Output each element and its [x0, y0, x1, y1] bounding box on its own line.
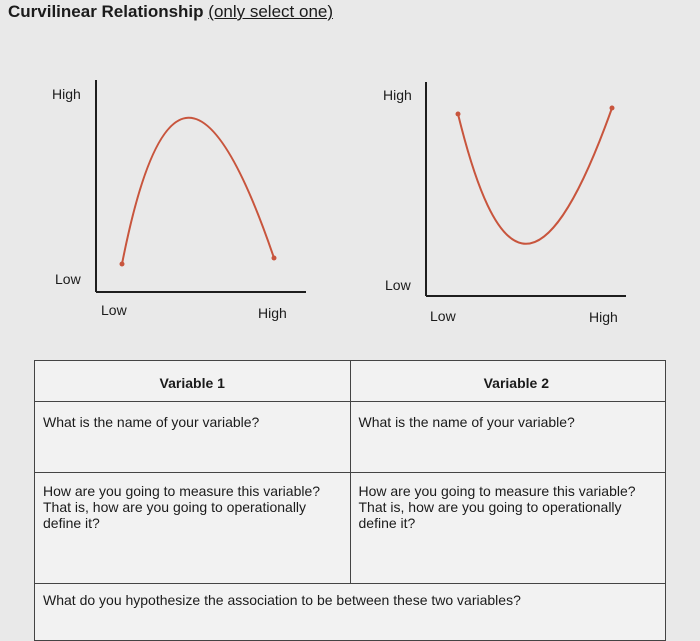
- right-curve-end-dot: [610, 106, 615, 111]
- variable-1-name-field[interactable]: What is the name of your variable?: [35, 402, 351, 473]
- left-y-low-label: Low: [55, 271, 81, 287]
- left-y-high-label: High: [52, 86, 81, 102]
- left-curve-end-dot: [272, 256, 277, 261]
- right-y-low-label: Low: [385, 277, 411, 293]
- right-curve-start-dot: [456, 112, 461, 117]
- left-x-low-label: Low: [101, 302, 127, 318]
- variables-table: [34, 360, 666, 641]
- right-x-high-label: High: [589, 309, 618, 325]
- variable-1-measure-field[interactable]: How are you going to measure this variable? That is, how are you going to operationally define it?: [35, 473, 351, 584]
- title-main: Curvilinear Relationship: [8, 2, 204, 21]
- hypothesis-field[interactable]: What do you hypothesize the association to be between these two variables?: [35, 584, 666, 641]
- right-x-low-label: Low: [430, 308, 456, 324]
- graph-u[interactable]: [426, 82, 626, 296]
- variable-2-measure-field[interactable]: How are you going to measure this variable? That is, how are you going to operationally define it?: [350, 473, 666, 584]
- title-instruction: (only select one): [208, 2, 334, 21]
- right-y-high-label: High: [383, 87, 412, 103]
- left-x-high-label: High: [258, 305, 287, 321]
- right-curve: [458, 108, 612, 244]
- variable-1-header: Variable 1: [35, 361, 351, 402]
- left-curve-start-dot: [120, 262, 125, 267]
- variable-2-header: Variable 2: [350, 361, 666, 402]
- variable-2-name-field[interactable]: What is the name of your variable?: [350, 402, 666, 473]
- graph-inverted-u[interactable]: [96, 80, 306, 292]
- left-curve: [122, 118, 274, 264]
